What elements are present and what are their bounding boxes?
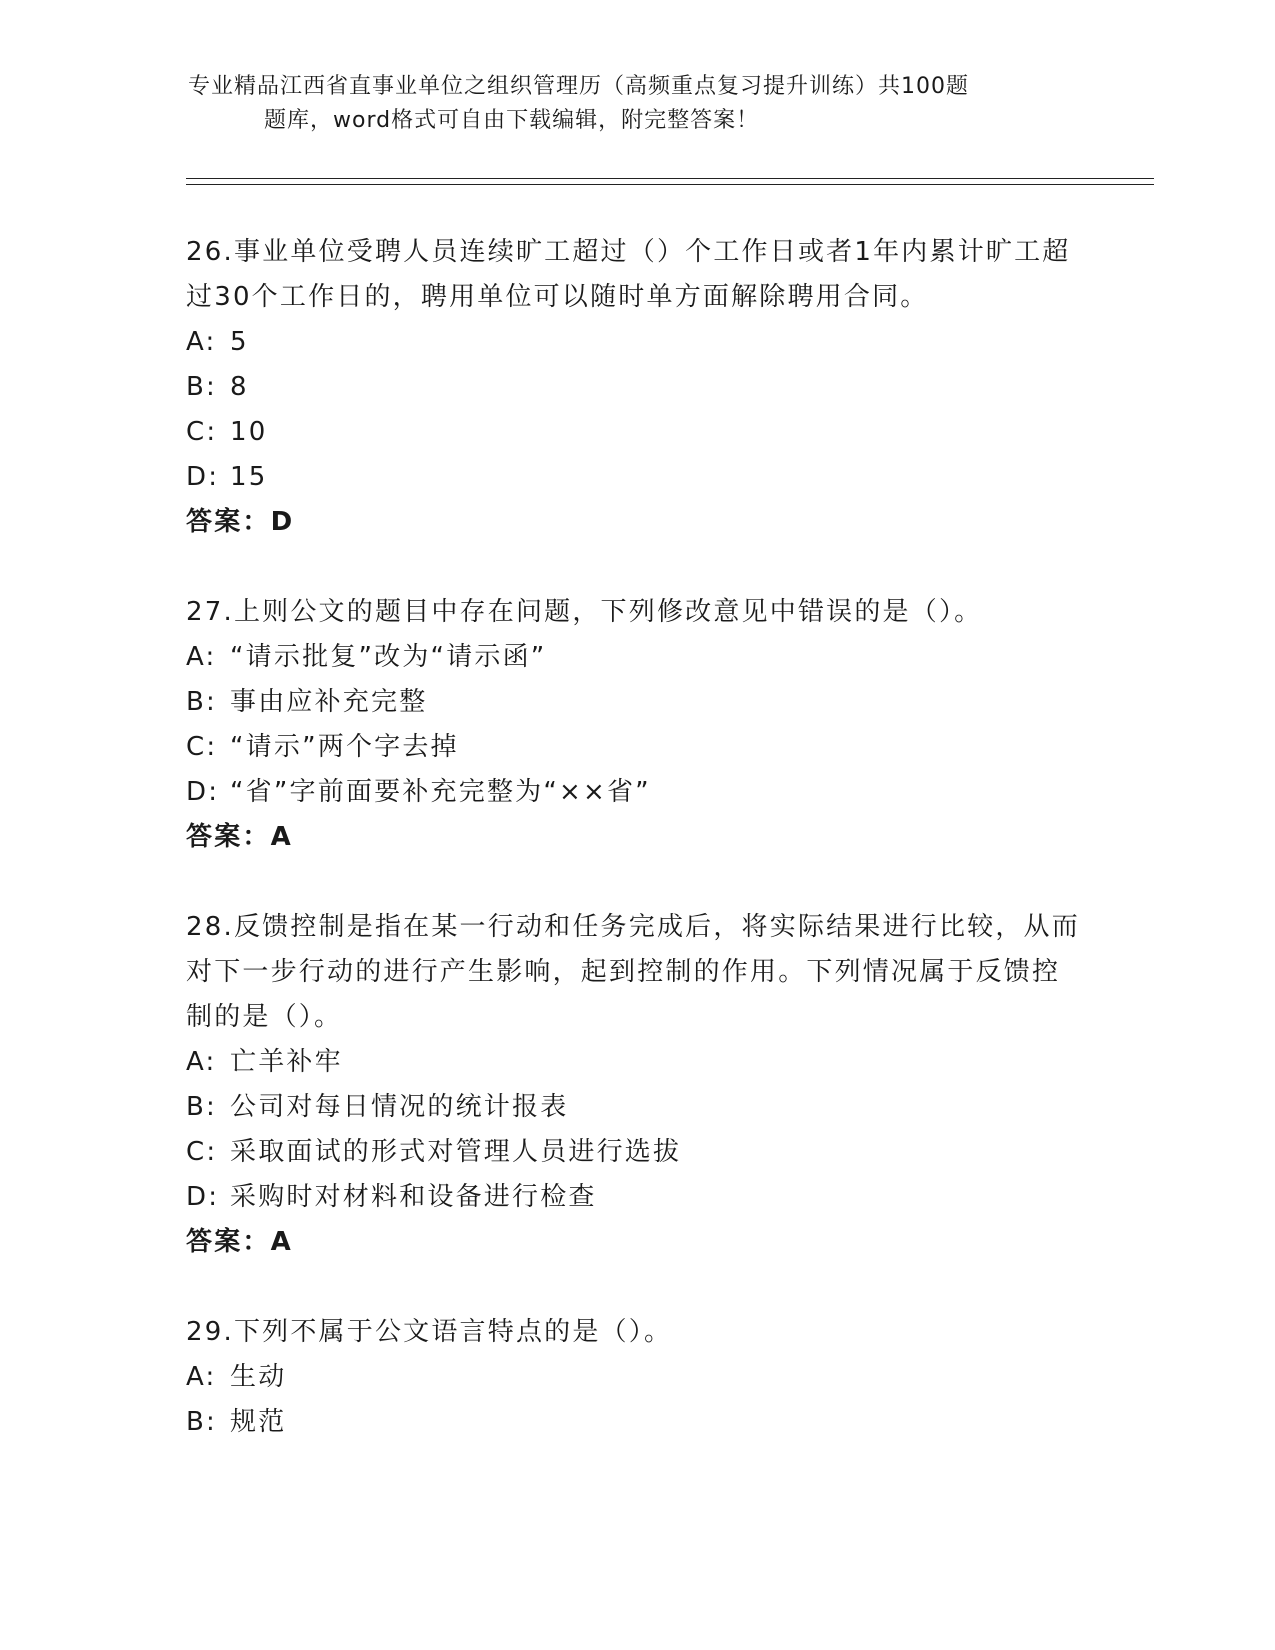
header-divider-bottom <box>186 184 1154 185</box>
document-header <box>188 70 1068 138</box>
option-b <box>186 680 1086 725</box>
option-b <box>186 365 1086 410</box>
option-value: 采取面试的形式对管理人员进行选拔 <box>230 1137 682 1167</box>
option-b <box>186 1400 1086 1445</box>
header-title-line-1: 专业精品江西省直事业单位之组织管理历（高频重点复习提升训练）共100题 <box>188 74 969 99</box>
question-text: 26.事业单位受聘人员连续旷工超过（）个工作日或者1年内累计旷工超过30个工作日的，聘用单位可以随时单方面解除聘用合同。 <box>186 237 1071 312</box>
option-a <box>186 320 1086 365</box>
option-value: “省”字前面要补充完整为“××省” <box>230 777 651 807</box>
option-value: “请示”两个字去掉 <box>230 732 459 762</box>
answer-label: 答案：A <box>186 822 293 852</box>
question-text: 29.下列不属于公文语言特点的是（）。 <box>186 1317 673 1347</box>
question-27 <box>186 590 1086 860</box>
option-key: C: <box>186 417 218 447</box>
option-value: 15 <box>230 462 268 492</box>
option-value: 8 <box>230 372 249 402</box>
option-key: D: <box>186 777 220 807</box>
option-key: B: <box>186 1092 217 1122</box>
option-key: B: <box>186 687 217 717</box>
option-key: D: <box>186 1182 220 1212</box>
option-key: C: <box>186 732 218 762</box>
option-value: “请示批复”改为“请示函” <box>230 642 547 672</box>
option-key: A: <box>186 1047 217 1077</box>
option-value: 亡羊补牢 <box>230 1047 343 1077</box>
option-value: 生动 <box>230 1362 287 1392</box>
option-d <box>186 1175 1086 1220</box>
option-key: B: <box>186 1407 217 1437</box>
question-text: 27.上则公文的题目中存在问题，下列修改意见中错误的是（）。 <box>186 597 983 627</box>
question-text: 28.反馈控制是指在某一行动和任务完成后，将实际结果进行比较，从而对下一步行动的进行产生影响，起到控制的作用。下列情况属于反馈控制的是（）。 <box>186 912 1080 1032</box>
option-value: 10 <box>230 417 268 447</box>
option-key: C: <box>186 1137 218 1167</box>
option-key: D: <box>186 462 220 492</box>
option-d <box>186 455 1086 500</box>
option-key: A: <box>186 1362 217 1392</box>
header-title-line-2: 题库，word格式可自由下载编辑，附完整答案！ <box>264 108 760 133</box>
option-value: 采购时对材料和设备进行检查 <box>230 1182 597 1212</box>
answer-label: 答案：D <box>186 507 295 537</box>
option-a <box>186 635 1086 680</box>
option-key: B: <box>186 372 217 402</box>
option-value: 公司对每日情况的统计报表 <box>230 1092 569 1122</box>
option-value: 5 <box>230 327 249 357</box>
option-c <box>186 1130 1086 1175</box>
option-a <box>186 1355 1086 1400</box>
option-c <box>186 410 1086 455</box>
option-b <box>186 1085 1086 1130</box>
header-divider-top <box>186 178 1154 179</box>
option-key: A: <box>186 327 217 357</box>
option-value: 事由应补充完整 <box>230 687 428 717</box>
option-a <box>186 1040 1086 1085</box>
option-value: 规范 <box>230 1407 287 1437</box>
question-26 <box>186 230 1086 545</box>
question-list <box>186 230 1086 1490</box>
answer-label: 答案：A <box>186 1227 293 1257</box>
option-d <box>186 770 1086 815</box>
question-28 <box>186 905 1086 1265</box>
option-c <box>186 725 1086 770</box>
question-29 <box>186 1310 1086 1445</box>
option-key: A: <box>186 642 217 672</box>
